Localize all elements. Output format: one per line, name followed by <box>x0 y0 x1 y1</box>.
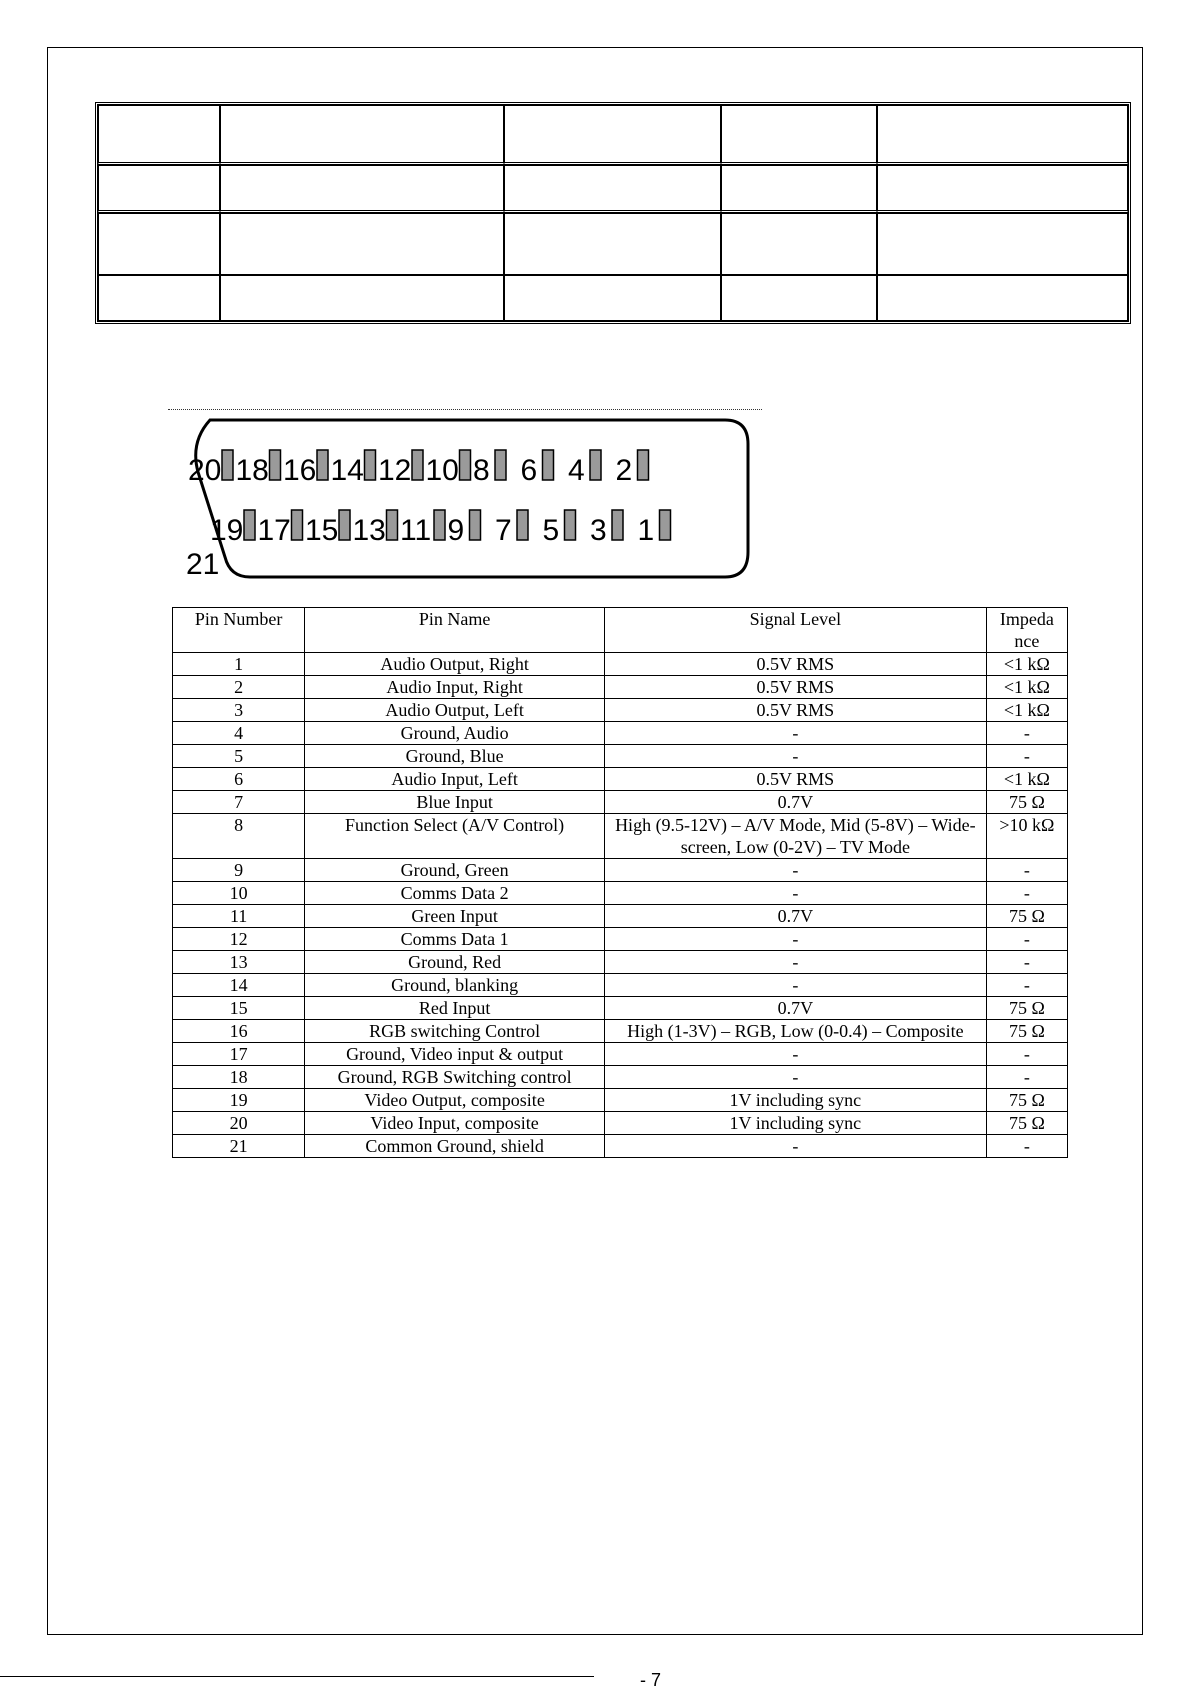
table-header-row <box>173 608 1068 653</box>
pin-contact-1 <box>660 510 671 540</box>
pin-name-cell: Audio Output, Right <box>305 653 605 676</box>
pin-label-9: 9 <box>447 514 465 547</box>
signal-level-cell: - <box>604 1066 986 1089</box>
pin-contact-19 <box>244 510 255 540</box>
pin-label-18: 18 <box>235 454 269 487</box>
pin-name-cell: RGB switching Control <box>305 1020 605 1043</box>
pin-contact-13 <box>387 510 398 540</box>
impedance-cell: 75 Ω <box>986 791 1067 814</box>
pin-contact-6 <box>543 450 554 480</box>
signal-level-cell: - <box>604 974 986 997</box>
pinout-table <box>172 607 1068 1158</box>
pin-name-cell: Audio Input, Right <box>305 676 605 699</box>
table-row <box>173 974 1068 997</box>
signal-level-cell: 1V including sync <box>604 1089 986 1112</box>
table-row <box>173 1089 1068 1112</box>
pin-contact-20 <box>222 450 233 480</box>
pin-label-7: 7 <box>495 514 512 547</box>
pin-name-cell: Ground, blanking <box>305 974 605 997</box>
signal-level-cell: 0.7V <box>604 905 986 928</box>
pin-name-cell: Audio Output, Left <box>305 699 605 722</box>
pin-name-cell: Ground, Green <box>305 859 605 882</box>
table-row <box>173 699 1068 722</box>
pin-number-cell: 5 <box>173 745 305 768</box>
pin-contact-8 <box>495 450 506 480</box>
impedance-cell: 75 Ω <box>986 1112 1067 1135</box>
impedance-cell: - <box>986 1066 1067 1089</box>
pin-contact-18 <box>270 450 281 480</box>
pin-name-cell: Comms Data 1 <box>305 928 605 951</box>
pin-contact-2 <box>638 450 649 480</box>
table-row <box>173 905 1068 928</box>
table-row <box>173 653 1068 676</box>
pin-label-16: 16 <box>283 454 317 487</box>
pin-label-10: 10 <box>425 454 459 487</box>
pin-name-cell: Ground, Blue <box>305 745 605 768</box>
pin-number-cell: 3 <box>173 699 305 722</box>
pin-number-cell: 13 <box>173 951 305 974</box>
table-row <box>173 1066 1068 1089</box>
header-pin-number: Pin Number <box>173 608 305 653</box>
impedance-cell: <1 kΩ <box>986 699 1067 722</box>
table-row <box>173 951 1068 974</box>
table-row <box>173 676 1068 699</box>
pin-label-8: 8 <box>473 454 490 487</box>
impedance-cell: <1 kΩ <box>986 676 1067 699</box>
pin-number-cell: 16 <box>173 1020 305 1043</box>
signal-level-cell: - <box>604 722 986 745</box>
table-row <box>173 928 1068 951</box>
pin-name-cell: Comms Data 2 <box>305 882 605 905</box>
dotted-separator <box>168 409 762 410</box>
empty-header-table <box>95 102 1131 324</box>
pin-name-cell: Function Select (A/V Control) <box>305 814 605 859</box>
pin-name-cell: Green Input <box>305 905 605 928</box>
table-row <box>173 722 1068 745</box>
pin-number-cell: 4 <box>173 722 305 745</box>
pin-number-cell: 7 <box>173 791 305 814</box>
pin-contact-9 <box>470 510 481 540</box>
impedance-cell: - <box>986 951 1067 974</box>
pin-contact-4 <box>590 450 601 480</box>
signal-level-cell: - <box>604 1135 986 1158</box>
impedance-cell: - <box>986 722 1067 745</box>
pin-label-21: 21 <box>186 548 220 581</box>
impedance-cell: - <box>986 882 1067 905</box>
impedance-cell: - <box>986 1043 1067 1066</box>
impedance-cell: - <box>986 1135 1067 1158</box>
signal-level-cell: High (1-3V) – RGB, Low (0-0.4) – Composite <box>604 1020 986 1043</box>
pin-number-cell: 10 <box>173 882 305 905</box>
pin-number-cell: 20 <box>173 1112 305 1135</box>
pin-contact-10 <box>460 450 471 480</box>
pin-label-20: 20 <box>188 454 222 487</box>
pin-contact-16 <box>317 450 328 480</box>
signal-level-cell: 1V including sync <box>604 1112 986 1135</box>
impedance-cell: - <box>986 928 1067 951</box>
page-number: - 7 <box>640 1670 662 1690</box>
signal-level-cell: 0.7V <box>604 791 986 814</box>
pin-label-3: 3 <box>590 514 607 547</box>
pin-name-cell: Blue Input <box>305 791 605 814</box>
pin-name-cell: Common Ground, shield <box>305 1135 605 1158</box>
pin-label-13: 13 <box>352 514 386 547</box>
header-impedance: Impeda nce <box>986 608 1067 653</box>
pin-name-cell: Video Output, composite <box>305 1089 605 1112</box>
pin-number-cell: 19 <box>173 1089 305 1112</box>
pin-label-11: 11 <box>400 514 432 547</box>
signal-level-cell: 0.5V RMS <box>604 653 986 676</box>
impedance-cell: <1 kΩ <box>986 653 1067 676</box>
table-row <box>173 997 1068 1020</box>
pin-label-14: 14 <box>330 454 364 487</box>
impedance-cell: 75 Ω <box>986 905 1067 928</box>
pin-label-6: 6 <box>520 454 538 487</box>
impedance-cell: 75 Ω <box>986 997 1067 1020</box>
pin-name-cell: Audio Input, Left <box>305 768 605 791</box>
pin-name-cell: Ground, Red <box>305 951 605 974</box>
header-signal-level: Signal Level <box>604 608 986 653</box>
table-row <box>173 791 1068 814</box>
pin-contact-5 <box>565 510 576 540</box>
signal-level-cell: 0.5V RMS <box>604 676 986 699</box>
impedance-cell: - <box>986 745 1067 768</box>
signal-level-cell: High (9.5-12V) – A/V Mode, Mid (5-8V) – Wide-screen, Low (0-2V) – TV Mode <box>604 814 986 859</box>
pin-number-cell: 8 <box>173 814 305 859</box>
pin-number-cell: 18 <box>173 1066 305 1089</box>
pin-number-cell: 1 <box>173 653 305 676</box>
pin-label-12: 12 <box>378 454 412 487</box>
signal-level-cell: - <box>604 859 986 882</box>
pin-label-17: 17 <box>257 514 291 547</box>
pin-label-5: 5 <box>542 514 560 547</box>
pin-contact-15 <box>339 510 350 540</box>
pin-contact-12 <box>412 450 423 480</box>
impedance-cell: >10 kΩ <box>986 814 1067 859</box>
pin-label-2: 2 <box>615 454 633 487</box>
table-row <box>173 1020 1068 1043</box>
pin-number-cell: 6 <box>173 768 305 791</box>
table-row <box>173 882 1068 905</box>
connector-outline <box>196 420 748 577</box>
signal-level-cell: - <box>604 882 986 905</box>
table-row <box>173 1135 1068 1158</box>
impedance-cell: - <box>986 859 1067 882</box>
footer-rule <box>0 1676 594 1677</box>
signal-level-cell: - <box>604 745 986 768</box>
pin-name-cell: Ground, Audio <box>305 722 605 745</box>
table-row <box>173 745 1068 768</box>
signal-level-cell: 0.5V RMS <box>604 768 986 791</box>
pin-label-19: 19 <box>210 514 244 547</box>
pin-number-cell: 21 <box>173 1135 305 1158</box>
impedance-cell: - <box>986 974 1067 997</box>
table-row <box>173 1112 1068 1135</box>
pin-number-cell: 12 <box>173 928 305 951</box>
pin-name-cell: Ground, Video input & output <box>305 1043 605 1066</box>
pin-contact-11 <box>434 510 445 540</box>
signal-level-cell: - <box>604 951 986 974</box>
header-pin-name: Pin Name <box>305 608 605 653</box>
pin-number-cell: 15 <box>173 997 305 1020</box>
pin-name-cell: Video Input, composite <box>305 1112 605 1135</box>
table-row <box>173 814 1068 859</box>
pin-label-1: 1 <box>637 514 655 547</box>
pin-label-15: 15 <box>305 514 339 547</box>
table-row <box>173 1043 1068 1066</box>
pin-contact-14 <box>365 450 376 480</box>
signal-level-cell: - <box>604 1043 986 1066</box>
scart-connector-diagram <box>180 412 780 592</box>
pin-name-cell: Red Input <box>305 997 605 1020</box>
pin-contact-7 <box>517 510 528 540</box>
pin-contact-3 <box>612 510 623 540</box>
table-row <box>173 859 1068 882</box>
pin-number-cell: 17 <box>173 1043 305 1066</box>
pin-number-cell: 14 <box>173 974 305 997</box>
signal-level-cell: - <box>604 928 986 951</box>
pin-contact-17 <box>292 510 303 540</box>
pin-label-4: 4 <box>568 454 585 487</box>
pin-number-cell: 2 <box>173 676 305 699</box>
impedance-cell: 75 Ω <box>986 1020 1067 1043</box>
pin-name-cell: Ground, RGB Switching control <box>305 1066 605 1089</box>
impedance-cell: <1 kΩ <box>986 768 1067 791</box>
impedance-cell: 75 Ω <box>986 1089 1067 1112</box>
pin-number-cell: 11 <box>173 905 305 928</box>
signal-level-cell: 0.7V <box>604 997 986 1020</box>
pin-number-cell: 9 <box>173 859 305 882</box>
table-row <box>173 768 1068 791</box>
signal-level-cell: 0.5V RMS <box>604 699 986 722</box>
